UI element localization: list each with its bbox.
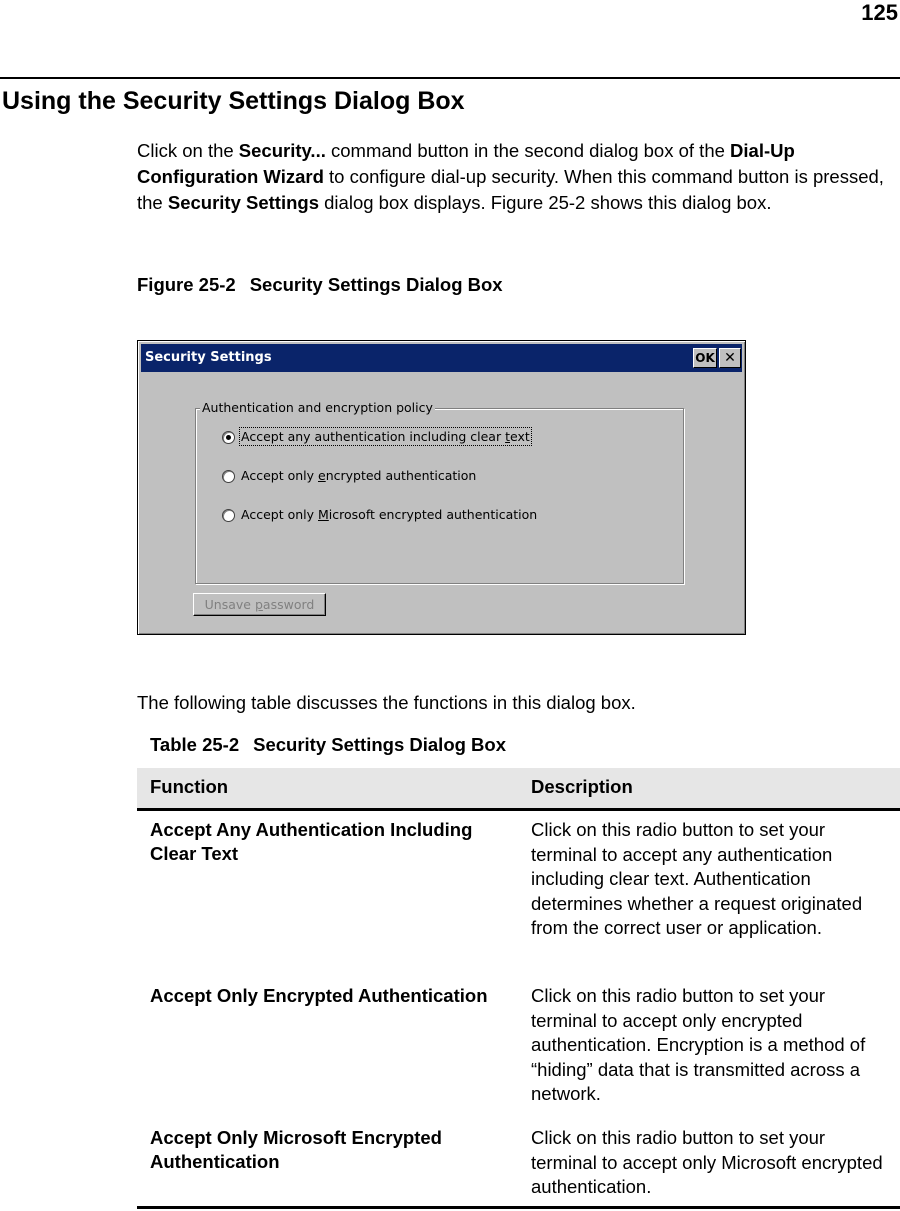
button-accesskey: p [254, 597, 263, 612]
row-function: Accept Only Microsoft Encrypted Authentication [150, 1127, 442, 1172]
intro-paragraph [137, 138, 892, 216]
intro-bold-settings: Security Settings [167, 192, 319, 213]
option-accept-microsoft-label[interactable] [241, 507, 537, 522]
figure-caption [137, 274, 503, 296]
close-icon[interactable]: ✕ [719, 348, 741, 368]
table-number: Table 25-2 [150, 734, 240, 755]
policy-group-label: Authentication and encryption policy [202, 400, 433, 415]
radio-selected-dot [226, 435, 231, 440]
header-rule [0, 77, 900, 79]
option-text: Accept only [241, 507, 318, 522]
dialog-titlebar [141, 344, 742, 372]
security-settings-dialog [137, 340, 746, 635]
radio-accept-microsoft[interactable] [222, 509, 235, 522]
intro-bold-wizard: Dial-Up Configuration Wizard [137, 140, 795, 187]
row-description: Click on this radio button to set your terminal to accept any authentication including clear text. Authentication determines whether a request originated from the correct user or application. [531, 819, 863, 938]
option-accept-any-label[interactable] [241, 429, 530, 444]
table-intro-text: The following table discusses the functions in this dialog box. [137, 692, 636, 713]
option-accesskey: M [318, 507, 329, 522]
ok-button[interactable]: OK [693, 348, 717, 368]
table-bottom-rule [137, 1206, 900, 1209]
radio-accept-any[interactable] [222, 431, 235, 444]
table-header [137, 768, 900, 811]
intro-text-4: dialog box displays. Figure 25-2 shows this dialog box. [319, 192, 772, 213]
radio-accept-encrypted[interactable] [222, 470, 235, 483]
unsave-password-button[interactable] [193, 593, 326, 616]
figure-number: Figure 25-2 [137, 274, 236, 295]
intro-text-1: Click on the [137, 140, 239, 161]
option-accesskey: t [505, 429, 510, 444]
option-accept-encrypted-label[interactable] [241, 468, 476, 483]
button-text: assword [262, 597, 315, 612]
row-function: Accept Any Authentication Including Clear Text [150, 819, 473, 864]
table-caption [150, 734, 506, 756]
section-heading: Using the Security Settings Dialog Box [2, 87, 465, 115]
row-description: Click on this radio button to set your terminal to accept only Microsoft encrypted authentication. [531, 1127, 883, 1197]
intro-text-3: to configure dial-up security. When this command button is pressed, the [137, 166, 884, 213]
option-text: ext [510, 429, 530, 444]
intro-bold-security: Security... [238, 140, 326, 161]
table-title: Security Settings Dialog Box [253, 734, 507, 755]
row-description: Click on this radio button to set your terminal to accept only encrypted authentication. Encryption is a method of “hiding” data that is transmitted across a network. [531, 985, 866, 1104]
page-number: 125 [861, 0, 898, 25]
button-text: Unsave [204, 597, 255, 612]
option-text: Accept only [241, 468, 318, 483]
dialog-title: Security Settings [145, 350, 272, 365]
intro-text-2: command button in the second dialog box of the [325, 140, 731, 161]
option-text: Accept any authentication including clear [241, 429, 506, 444]
option-text: ncrypted authentication [325, 468, 477, 483]
row-function: Accept Only Encrypted Authentication [150, 985, 488, 1006]
header-function: Function [150, 776, 229, 797]
header-description: Description [531, 776, 633, 797]
figure-title: Security Settings Dialog Box [249, 274, 503, 295]
option-text: icrosoft encrypted authentication [328, 507, 538, 522]
option-accesskey: e [318, 468, 326, 483]
